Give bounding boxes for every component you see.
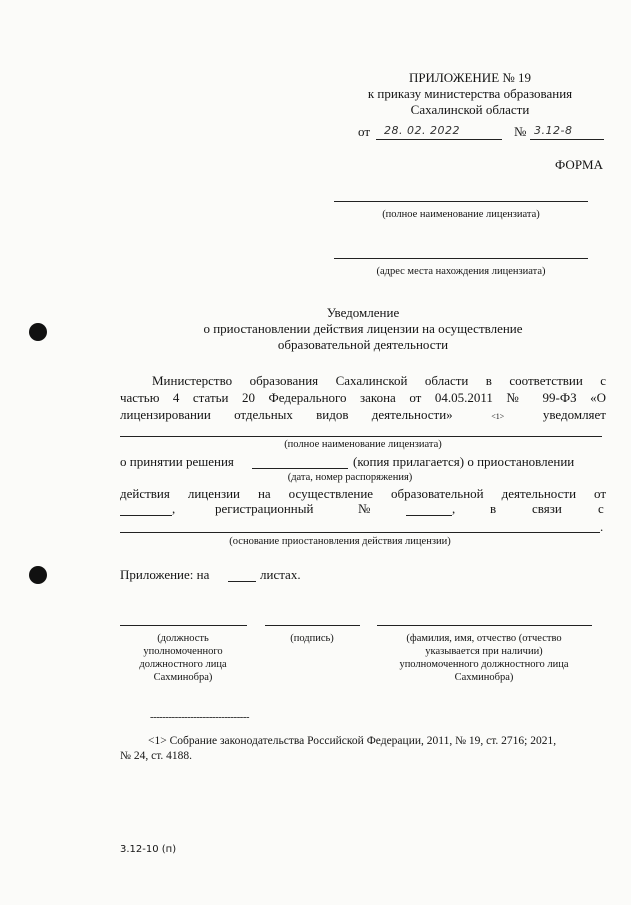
position-line	[120, 625, 247, 626]
full-name-caption	[368, 632, 600, 684]
body-line-6-no: №	[358, 501, 371, 516]
full-name-caption-3: уполномоченного должностного лица	[399, 659, 569, 670]
footnote-ref: <1>	[491, 412, 505, 421]
licensee-fullname-line	[120, 436, 602, 437]
body-line-2-text: частью 4 статьи 20 Федерального закона от 04.05.2011 № 99-ФЗ «О	[120, 390, 606, 405]
appendix-order-ref: к приказу министерства образования	[367, 86, 573, 101]
footnote-line-2: № 24, ст. 4188.	[120, 750, 192, 762]
body-line-3-start: лицензировании отдельных видов деятельности»	[120, 407, 453, 422]
page-code: 3.12-10 (п)	[120, 844, 177, 855]
full-name-line	[377, 625, 592, 626]
body-line-6-reg: регистрационный	[215, 501, 314, 516]
licensee-name-line	[334, 201, 588, 202]
notice-title-sub2: образовательной деятельности	[277, 337, 449, 352]
body-line-2	[120, 390, 606, 406]
position-caption-4: Сахминобра)	[153, 672, 213, 683]
full-name-caption-4: Сахминобра)	[454, 672, 514, 683]
body-line-6-s: с	[598, 501, 604, 516]
notice-title-sub1: о приостановлении действия лицензии на осуществление	[203, 321, 523, 336]
appendix-header	[340, 70, 600, 118]
decision-line	[252, 468, 348, 469]
licensee-name-caption: (полное наименование лицензиата)	[382, 209, 540, 220]
comma-2: ,	[452, 501, 456, 516]
licensee-address-caption: (адрес места нахождения лицензиата)	[376, 266, 546, 277]
reg-number-line	[406, 515, 452, 516]
decision-caption: (дата, номер распоряжения)	[287, 472, 413, 483]
notice-title-main: Уведомление	[326, 305, 400, 320]
body-line-4-end: (копия прилагается) о приостановлении	[353, 454, 575, 469]
notice-title	[120, 305, 606, 353]
order-date-line	[376, 139, 502, 140]
period: .	[600, 519, 604, 534]
order-number-line	[530, 139, 604, 140]
form-label: ФОРМА	[555, 157, 603, 172]
body-line-6-conn: связи	[532, 501, 562, 516]
appendix-region: Сахалинской области	[410, 102, 530, 117]
suspension-basis-caption: (основание приостановления действия лицензии)	[229, 536, 451, 547]
body-line-3-end: уведомляет	[542, 407, 606, 422]
licensee-address-line	[334, 258, 588, 259]
footnote-line-1: <1> Собрание законодательства Российской Федерации, 2011, № 19, ст. 2716; 2021,	[148, 735, 557, 747]
signature-caption: (подпись)	[290, 633, 334, 644]
body-line-3	[120, 407, 606, 425]
body-line-1	[152, 373, 606, 389]
license-date-line	[120, 515, 172, 516]
position-caption-2: уполномоченного	[143, 646, 223, 657]
order-number-value: 3.12-8	[534, 124, 573, 137]
signature-line	[265, 625, 360, 626]
order-number-prefix: №	[514, 124, 527, 139]
body-line-5	[120, 486, 606, 502]
position-caption-1: (должность	[157, 633, 209, 644]
punch-hole-top	[29, 323, 47, 341]
order-date-value: 28. 02. 2022	[384, 124, 460, 137]
position-caption-3: должностного лица	[139, 659, 227, 670]
attachment-suffix: листах.	[260, 567, 301, 582]
licensee-fullname-caption: (полное наименование лицензиата)	[284, 439, 442, 450]
comma-1: ,	[172, 501, 176, 516]
body-line-5-text: действия лицензии на осуществление образовательной деятельности от	[120, 486, 606, 501]
attachment-pages-line	[228, 581, 256, 582]
appendix-number: ПРИЛОЖЕНИЕ № 19	[408, 70, 532, 85]
attachment-prefix: Приложение: на	[120, 567, 210, 582]
footnote-separator: --------------------------------	[150, 712, 250, 723]
order-date-prefix: от	[358, 124, 371, 139]
punch-hole-bottom	[29, 566, 47, 584]
body-line-6-in: в	[490, 501, 497, 516]
position-caption	[113, 632, 253, 684]
body-line-4-start: о принятии решения	[120, 454, 234, 469]
suspension-basis-line	[120, 532, 600, 533]
full-name-caption-2: указывается при наличии)	[425, 646, 543, 657]
footnote	[120, 734, 606, 764]
full-name-caption-1: (фамилия, имя, отчество (отчество	[406, 633, 562, 644]
body-line-1-text: Министерство образования Сахалинской области в соответствии с	[152, 373, 606, 388]
